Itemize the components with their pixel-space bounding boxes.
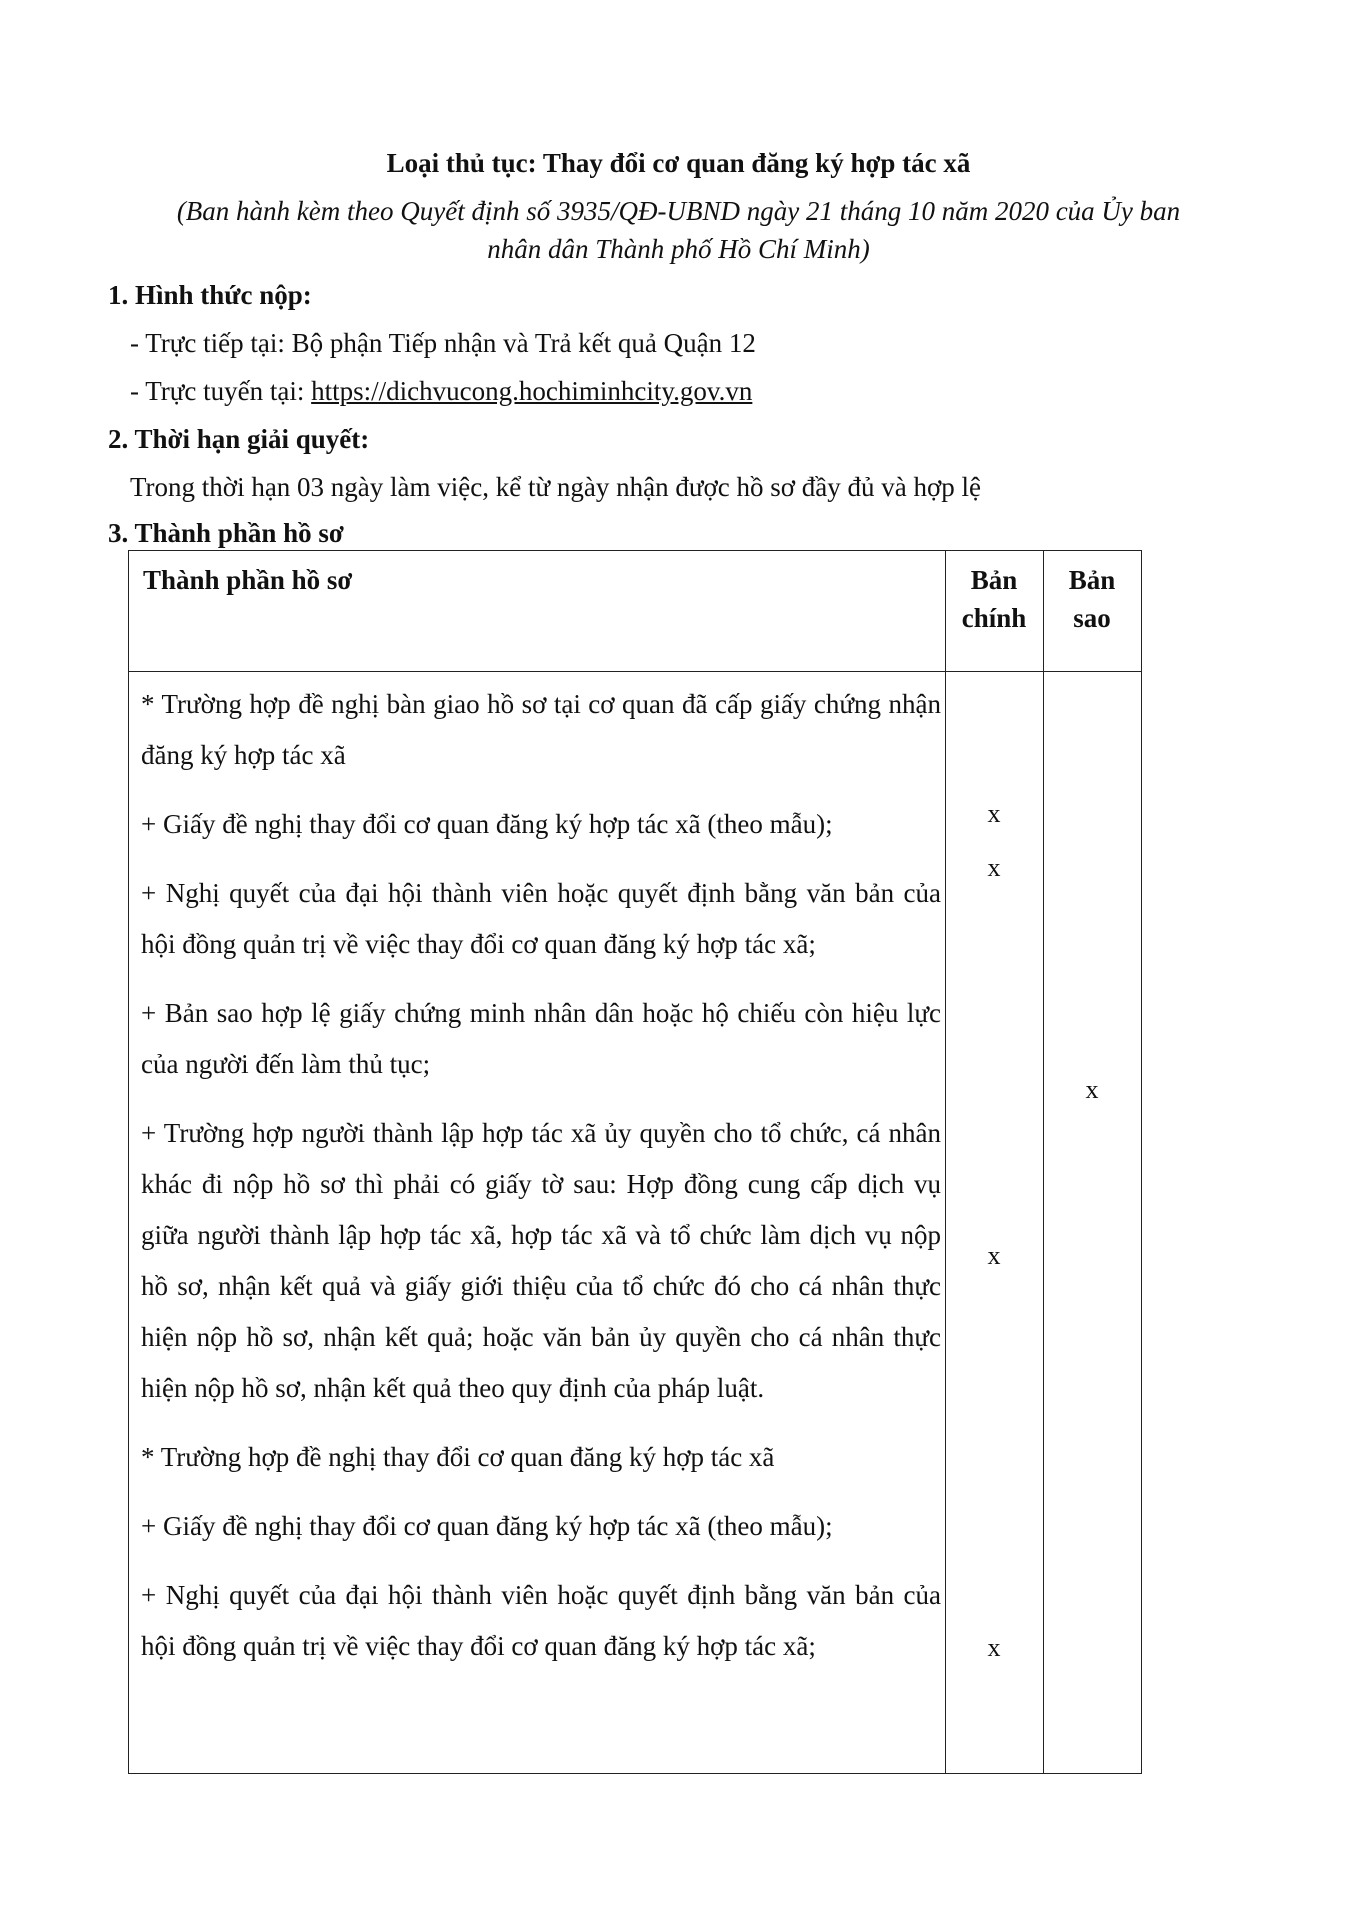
list-item: + Nghị quyết của đại hội thành viên hoặc quyết định bằng văn bản của hội đồng quản trị về việc thay đổi cơ quan đăng ký hợp tác xã; xyxy=(141,878,941,959)
submission-direct-location: Bộ phận Tiếp nhận và Trả kết quả Quận 12 xyxy=(291,328,756,358)
page-title: Loại thủ tục: Thay đổi cơ quan đăng ký hợp tác xã xyxy=(386,148,971,178)
submission-online-link[interactable]: https://dichvucong.hochiminhcity.gov.vn xyxy=(311,376,753,406)
list-item: + Giấy đề nghị thay đổi cơ quan đăng ký hợp tác xã (theo mẫu); xyxy=(141,1511,833,1541)
header-copy xyxy=(1043,561,1141,637)
list-item: * Trường hợp đề nghị thay đổi cơ quan đăng ký hợp tác xã xyxy=(141,1442,775,1472)
submission-direct xyxy=(130,328,756,359)
original-mark: x xyxy=(987,853,1001,882)
section-3-heading: 3. Thành phần hồ sơ xyxy=(108,518,344,548)
issuance-note xyxy=(110,192,1247,268)
list-item: * Trường hợp đề nghị bàn giao hồ sơ tại cơ quan đã cấp giấy chứng nhận đăng ký hợp tác xã xyxy=(141,689,941,770)
original-mark: x xyxy=(987,1241,1001,1270)
table-column-divider xyxy=(1043,551,1044,1773)
submission-online-label: - Trực tuyến tại: xyxy=(130,376,312,406)
table-header-divider xyxy=(129,671,1141,672)
header-copy-line-2: sao xyxy=(1073,603,1111,633)
header-original-line-2: chính xyxy=(961,603,1027,633)
header-original xyxy=(945,561,1043,637)
header-copy-line-1: Bản xyxy=(1068,565,1116,595)
issuance-note-line-2: nhân dân Thành phố Hồ Chí Minh) xyxy=(487,234,870,264)
section-1-heading: 1. Hình thức nộp: xyxy=(108,280,312,310)
documents-list xyxy=(141,679,941,1690)
copy-mark: x xyxy=(1085,1075,1099,1104)
original-mark: x xyxy=(987,1633,1001,1662)
header-document: Thành phần hồ sơ xyxy=(143,565,353,595)
submission-direct-label: - Trực tiếp tại: xyxy=(130,328,292,358)
table-column-divider xyxy=(945,551,946,1773)
processing-time-text: Trong thời hạn 03 ngày làm việc, kể từ ngày nhận được hồ sơ đầy đủ và hợp lệ xyxy=(130,472,981,502)
list-item: + Bản sao hợp lệ giấy chứng minh nhân dân hoặc hộ chiếu còn hiệu lực của người đến làm thủ tục; xyxy=(141,998,941,1079)
section-2-heading: 2. Thời hạn giải quyết: xyxy=(108,424,370,454)
issuance-note-line-1: (Ban hành kèm theo Quyết định số 3935/QĐ-UBND ngày 21 tháng 10 năm 2020 của Ủy ban xyxy=(176,196,1181,226)
original-mark: x xyxy=(987,799,1001,828)
list-item: + Trường hợp người thành lập hợp tác xã ủy quyền cho tổ chức, cá nhân khác đi nộp hồ sơ thì phải có giấy tờ sau: Hợp đồng cung cấp dịch vụ giữa người thành lập hợp tác xã, hợp tác xã và tổ chức làm dịch vụ nộp hồ sơ, nhận kết quả và giấy giới thiệu của tổ chức đó cho cá nhân thực hiện nộp hồ sơ, nhận kết quả; hoặc văn bản ủy quyền cho cá nhân thực hiện nộp hồ sơ, nhận kết quả theo quy định của pháp luật. xyxy=(141,1118,941,1403)
list-item: + Nghị quyết của đại hội thành viên hoặc quyết định bằng văn bản của hội đồng quản trị về việc thay đổi cơ quan đăng ký hợp tác xã; xyxy=(141,1580,941,1661)
submission-online xyxy=(130,376,752,407)
list-item: + Giấy đề nghị thay đổi cơ quan đăng ký hợp tác xã (theo mẫu); xyxy=(141,809,833,839)
header-original-line-1: Bản xyxy=(970,565,1018,595)
documents-table xyxy=(128,550,1142,1774)
